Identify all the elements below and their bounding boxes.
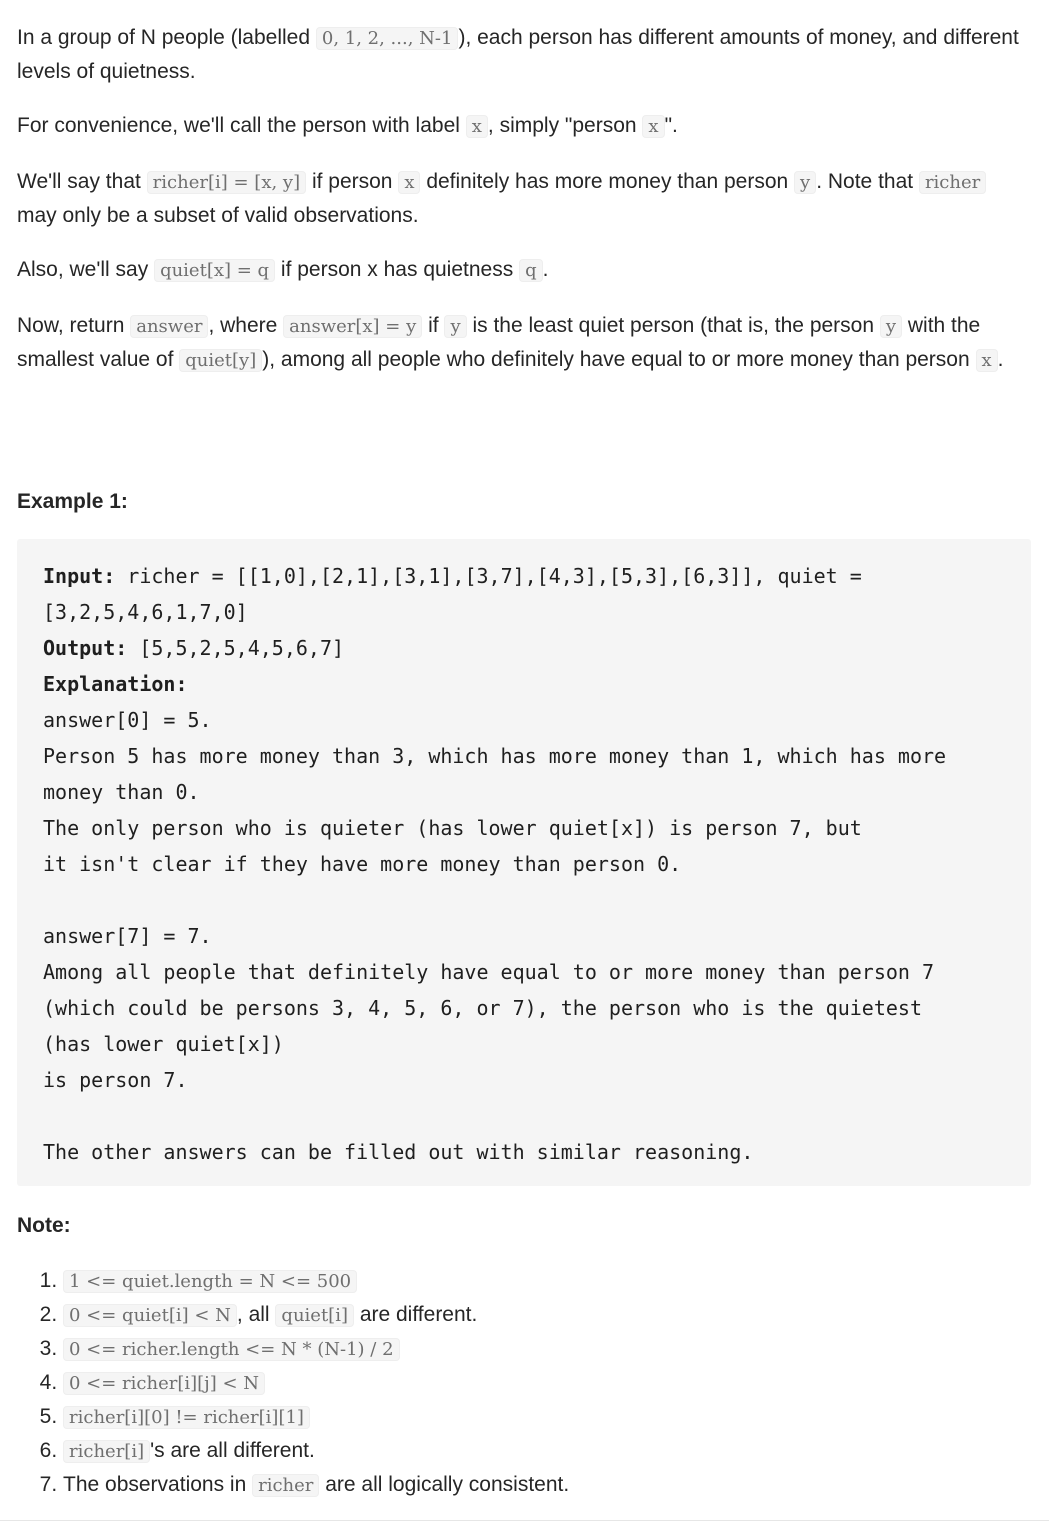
example-pre [43,558,946,1170]
note-item [63,1264,569,1298]
text: . [997,348,1004,371]
inline-code: 0, 1, 2, ..., N-1 [316,27,459,50]
text: is the least quiet person (that is, the person [466,314,880,337]
input-value: richer = [[1,0],[2,1],[3,1],[3,7],[4,3],[5,3],[6,3]], quiet = [3,2,5,4,6,1,7,0] [43,564,862,624]
text: For convenience, we'll call the person with label [17,114,466,137]
inline-code: quiet[x] = q [154,259,275,282]
intro-paragraph-5 [17,309,1031,377]
inline-code: richer[i][0] != richer[i][1] [63,1406,310,1429]
note-item [63,1468,569,1502]
text: Also, we'll say [17,258,155,281]
inline-code: quiet[y] [179,349,262,372]
inline-code: 1 <= quiet.length = N <= 500 [63,1270,357,1293]
input-label: Input: [43,564,116,588]
inline-code: q [519,259,543,282]
inline-code: richer[i] [63,1440,150,1463]
intro-paragraph-3 [17,165,1031,232]
output-label: Output: [43,636,128,660]
note-item [63,1298,569,1332]
inline-code: x [466,115,488,138]
note-item [63,1332,569,1366]
inline-code: 0 <= richer.length <= N * (N-1) / 2 [63,1338,400,1361]
text: if person [306,170,399,193]
intro-paragraph-4 [17,253,1031,287]
inline-code: answer[x] = y [283,315,422,338]
explanation-label: Explanation: [43,672,188,696]
inline-code: richer [252,1474,319,1497]
inline-code: richer[i] = [x, y] [147,171,306,194]
inline-code: quiet[i] [275,1304,354,1327]
note-item [63,1434,569,1468]
inline-code: 0 <= quiet[i] < N [63,1304,237,1327]
text: In a group of N people (labelled [17,26,316,49]
text: , where [208,314,284,337]
note-heading: Note: [17,1214,71,1237]
inline-code: richer [919,171,986,194]
text: ), each person has different amounts of money, and different levels of quietness. [17,26,1019,83]
inline-code: y [444,315,466,338]
inline-code: answer [130,315,208,338]
divider [0,1520,1049,1521]
note-list [17,1264,569,1502]
text: The observations in [63,1473,253,1496]
text: , all [236,1303,276,1326]
inline-code: y [880,315,902,338]
text: if person x has quietness [275,258,520,281]
text: are different. [353,1303,478,1326]
text: are all logically consistent. [319,1473,570,1496]
text: ". [664,114,678,137]
example-code-block [17,539,1031,1186]
text: if [422,314,445,337]
intro-paragraph-2 [17,109,1031,143]
inline-code: x [976,349,998,372]
inline-code: y [794,171,816,194]
text: may only be a subset of valid observations. [17,204,419,227]
text: ), among all people who definitely have equal to or more money than person [262,348,976,371]
text: definitely has more money than person [420,170,795,193]
inline-code: 0 <= richer[i][j] < N [63,1372,265,1395]
text: We'll say that [17,170,147,193]
inline-code: x [642,115,664,138]
note-item [63,1400,569,1434]
inline-code: x [398,171,420,194]
example-heading: Example 1: [17,490,128,513]
output-value: [5,5,2,5,4,5,6,7] [127,636,345,660]
intro-paragraph-1 [17,21,1031,88]
text: with the smallest value of [17,314,981,371]
text: , simply "person [487,114,643,137]
note-item [63,1366,569,1400]
text: . Note that [816,170,919,193]
text: Now, return [17,314,131,337]
text: 's are all different. [150,1439,315,1462]
explanation-text: answer[0] = 5. Person 5 has more money than 3, which has more money than 1, which has more money than 0. The only person who is quieter (has lower quiet[x]) is person 7, but it isn't clear if they have more money than person 0. answer[7] = 7. Among all people that definitely have equal to or more money than person 7 (which could be persons 3, 4, 5, 6, or 7), the person who is the quietest (has lower quiet[x]) is person 7. The other answers can be filled out with similar reasoning. [43,708,947,1164]
text: . [542,258,549,281]
